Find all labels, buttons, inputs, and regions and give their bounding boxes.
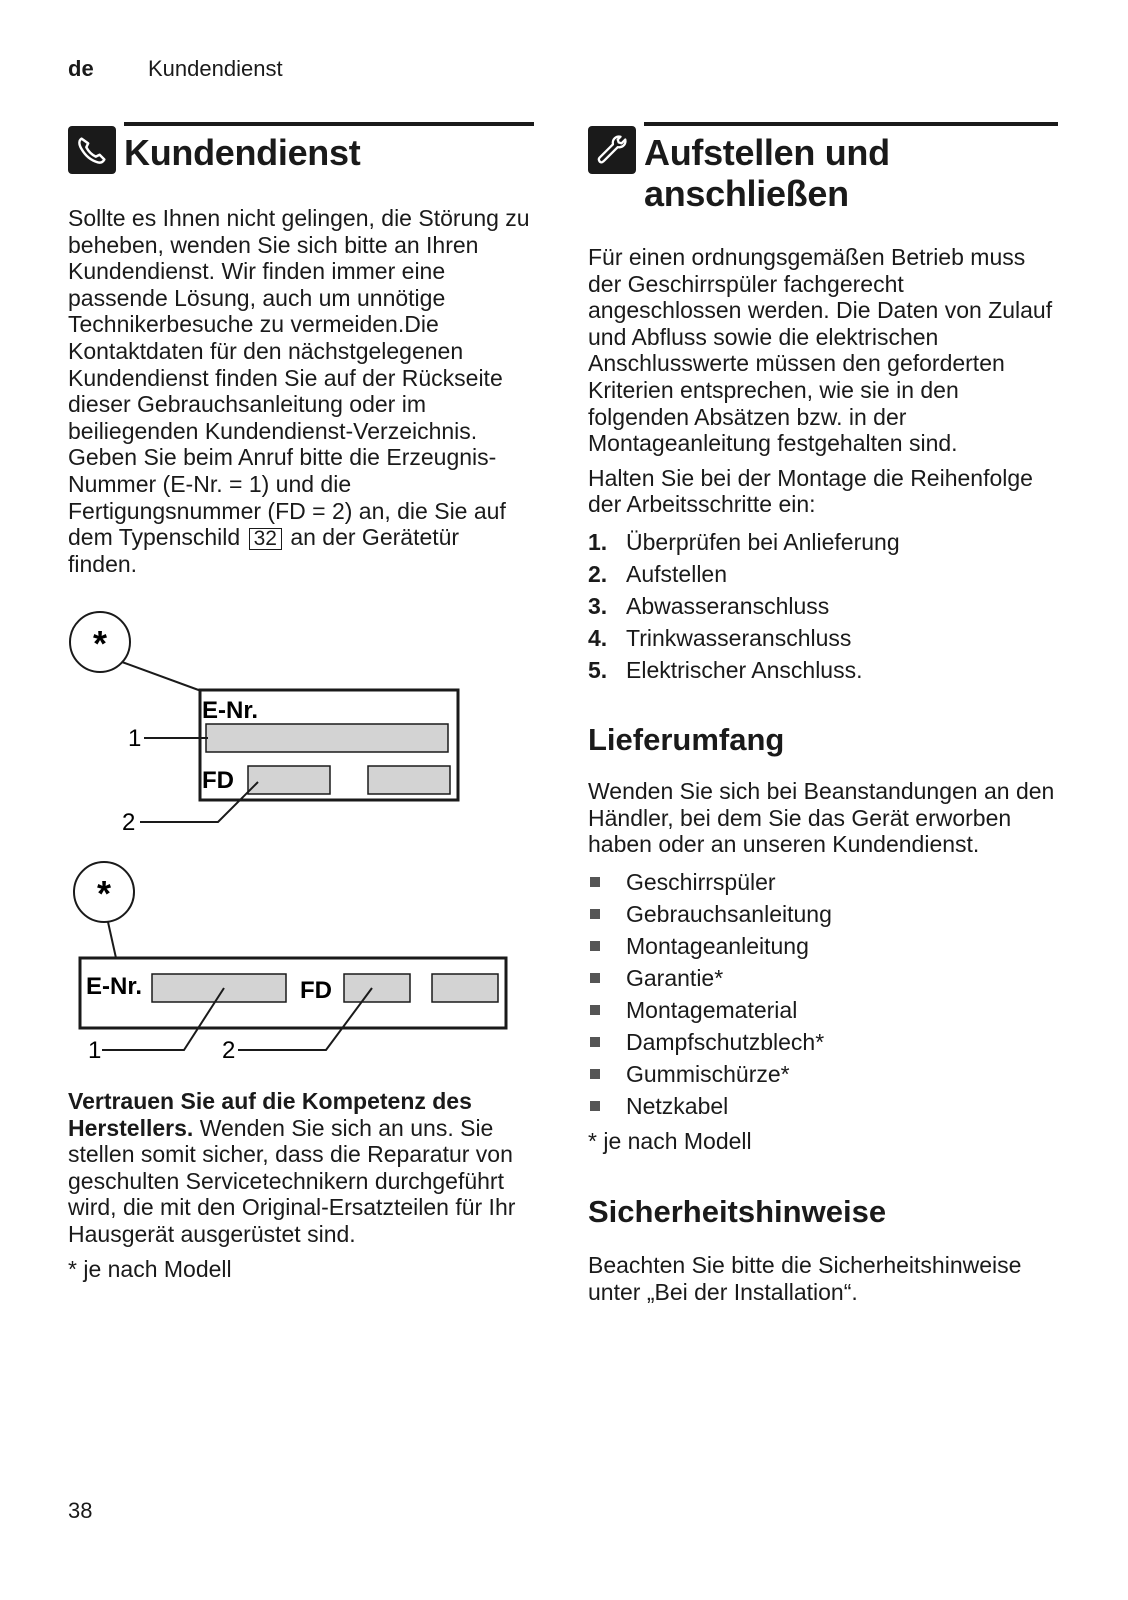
list-item [588, 930, 1058, 962]
trust-text: Wenden Sie sich an uns. Sie stellen somit sicher, dass die Reparatur von geschulten Servicetechnikern durchgeführt wird, die mit den Original-Ersatzteilen für Ihr Hausgerät ausgerüstet sind. [68, 1114, 516, 1247]
fd-label-top: FD [202, 767, 234, 794]
trust-section [68, 1088, 534, 1282]
fd-field-top-1 [248, 766, 330, 794]
footnote-right: * je nach Modell [588, 1127, 752, 1154]
bullet-icon [590, 1069, 600, 1079]
step-text: Abwasseranschluss [626, 592, 830, 619]
list-item [588, 1090, 1058, 1122]
fd-field-top-2 [368, 766, 450, 794]
step-number: 3. [588, 592, 608, 619]
enr-field-bottom [152, 974, 286, 1002]
item-text: Geschirrspüler [626, 868, 776, 895]
connector-line-bottom [108, 922, 116, 958]
wrench-icon [588, 126, 636, 174]
section-title-aufstellen: Aufstellen und anschließen [644, 132, 890, 214]
step-number: 5. [588, 656, 608, 683]
callout-1-top: 1 [128, 725, 142, 752]
installation-intro: Für einen ordnungsgemäßen Betrieb muss der Geschirrspüler fachgerecht angeschlossen werden. Die Daten von Zulauf und Abfluss sowie die elektrischen Anschlusswerte müssen den geforderten Kriterien entsprechen, wie sie in den folgenden Absätzen bzw. in der Montageanleitung festgehalten sind. [588, 244, 1053, 457]
section-heading-block [588, 132, 1058, 214]
language-code: de [68, 56, 94, 81]
list-item [588, 898, 1058, 930]
typeplate-reference-box: 32 [249, 528, 282, 550]
bullet-icon [590, 941, 600, 951]
trust-bold-lead: Vertrauen Sie auf die Kompetenz des Herstellers. [68, 1088, 472, 1141]
intro-text-1: Sollte es Ihnen nicht gelingen, die Störung zu beheben, wenden Sie sich bitte an Ihren Kundendienst. Wir finden immer eine passende Lösung, auch um unnötige Technikerbesuche zu vermeiden.Die Kontaktdaten für den nächstgelegenen Kundendienst finden Sie auf der Rückseite dieser Gebrauchsanleitung oder im beiliegenden Kundendienst-Verzeichnis. Geben Sie beim Anruf bitte die Erzeugnis-Nummer (E-Nr. = 1) und die Fertigungsnummer (FD = 2) an, die Sie auf dem Typenschild [68, 205, 530, 551]
item-text: Garantie* [626, 964, 724, 991]
list-item [588, 558, 1058, 590]
item-text: Netzkabel [626, 1092, 729, 1119]
fd-field-bottom-1 [344, 974, 410, 1002]
heading-rule [124, 122, 534, 126]
delivery-heading: Lieferumfang [588, 721, 785, 757]
item-text: Montagematerial [626, 996, 798, 1023]
safety-heading: Sicherheitshinweise [588, 1194, 887, 1230]
step-text: Aufstellen [626, 560, 728, 587]
callout-2-bottom: 2 [222, 1037, 236, 1064]
bullet-icon [590, 909, 600, 919]
item-text: Gummischürze* [626, 1060, 790, 1087]
safety-text: Beachten Sie bitte die Sicherheitshinweise unter „Bei der Installation“. [588, 1252, 1022, 1305]
list-item [588, 526, 1058, 558]
enr-label-top: E-Nr. [202, 697, 259, 724]
section-title-kundendienst: Kundendienst [124, 132, 361, 173]
right-column [588, 122, 1058, 1306]
connector-line [122, 662, 204, 692]
step-text: Überprüfen bei Anlieferung [626, 528, 900, 555]
list-item [588, 994, 1058, 1026]
intro-text-2: an der Gerätetür finden. [68, 524, 460, 577]
footnote-left: * je nach Modell [68, 1255, 232, 1282]
list-item [588, 590, 1058, 622]
list-item [588, 654, 1058, 686]
item-text: Montageanleitung [626, 932, 809, 959]
installation-steps [588, 526, 1058, 686]
callout-2-top: 2 [122, 809, 136, 836]
callout-1-bottom: 1 [88, 1037, 102, 1064]
item-text: Dampfschutzblech* [626, 1028, 825, 1055]
section-heading-block [68, 132, 534, 174]
bullet-icon [590, 1005, 600, 1015]
bullet-icon [590, 877, 600, 887]
trust-paragraph [68, 1088, 534, 1248]
star-mark-bottom: * [96, 873, 112, 914]
item-text: Gebrauchsanleitung [626, 900, 832, 927]
enr-field-top [206, 724, 448, 752]
running-header-title: Kundendienst [148, 56, 283, 81]
list-item [588, 866, 1058, 898]
bullet-icon [590, 1037, 600, 1047]
heading-rule [644, 122, 1058, 126]
page-number: 38 [68, 1498, 93, 1523]
step-number: 4. [588, 624, 608, 651]
bullet-icon [590, 973, 600, 983]
phone-icon [68, 126, 116, 174]
step-number: 2. [588, 560, 608, 587]
list-item [588, 622, 1058, 654]
list-item [588, 1058, 1058, 1090]
step-text: Elektrischer Anschluss. [626, 656, 863, 683]
step-text: Trinkwasseranschluss [626, 624, 852, 651]
delivery-items [588, 866, 1058, 1122]
fd-field-bottom-2 [432, 974, 498, 1002]
list-item [588, 1026, 1058, 1058]
typeplate-diagram [60, 610, 530, 1080]
step-number: 1. [588, 528, 608, 555]
delivery-text: Wenden Sie sich bei Beanstandungen an den Händler, bei dem Sie das Gerät erworben haben oder an unseren Kundendienst. [588, 777, 1055, 858]
list-item [588, 962, 1058, 994]
enr-label-bottom: E-Nr. [86, 973, 143, 1000]
fd-label-bottom: FD [300, 977, 332, 1004]
star-mark-top: * [92, 623, 108, 664]
left-column [68, 122, 534, 577]
intro-paragraph [68, 205, 534, 577]
bullet-icon [590, 1101, 600, 1111]
installation-order-text: Halten Sie bei der Montage die Reihenfolge der Arbeitsschritte ein: [588, 464, 1033, 518]
